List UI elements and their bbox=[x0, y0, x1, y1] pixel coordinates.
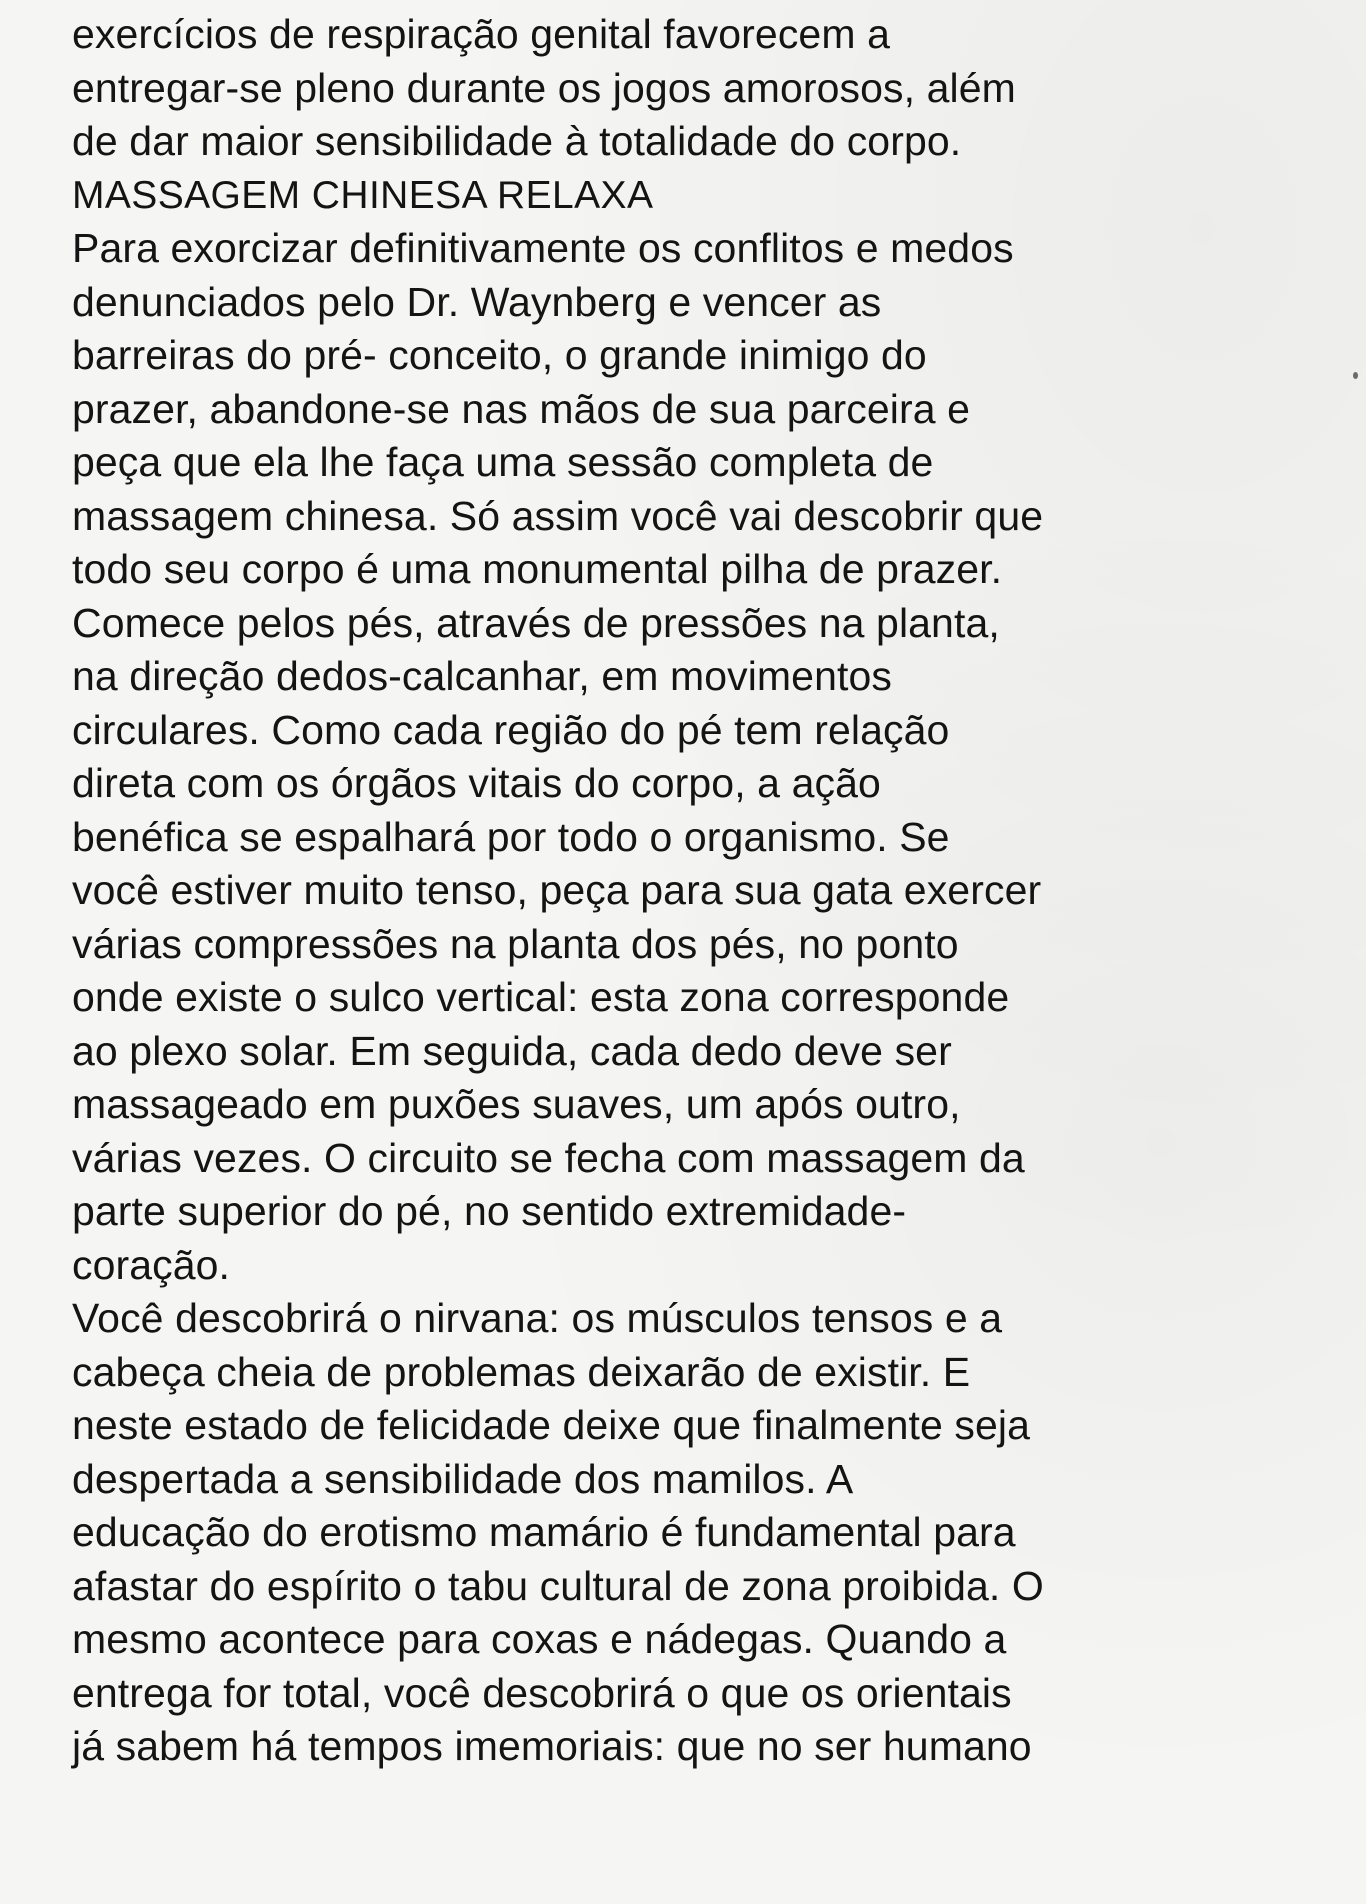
text-line: afastar do espírito o tabu cultural de zona proibida. O bbox=[72, 1562, 1044, 1609]
body-text bbox=[72, 8, 1302, 1774]
text-line: ao plexo solar. Em seguida, cada dedo deve ser bbox=[72, 1027, 952, 1074]
text-line: entrega for total, você descobrirá o que os orientais bbox=[72, 1669, 1012, 1716]
text-line: todo seu corpo é uma monumental pilha de prazer. bbox=[72, 546, 1003, 592]
text-line: Você descobrirá o nirvana: os músculos tensos e a bbox=[72, 1295, 1003, 1341]
text-line: educação do erotismo mamário é fundamental para bbox=[72, 1509, 1016, 1555]
text-line: onde existe o sulco vertical: esta zona corresponde bbox=[72, 974, 1010, 1020]
text-line: já sabem há tempos imemoriais: que no ser humano bbox=[72, 1723, 1032, 1769]
text-line: Para exorcizar definitivamente os conflitos e medos bbox=[72, 225, 1014, 271]
text-line: na direção dedos-calcanhar, em movimentos bbox=[72, 653, 892, 699]
text-line: circulares. Como cada região do pé tem relação bbox=[72, 706, 950, 753]
text-line: Comece pelos pés, através de pressões na planta, bbox=[72, 599, 1000, 646]
text-line: mesmo acontece para coxas e nádegas. Quando a bbox=[72, 1616, 1007, 1662]
text-line: cabeça cheia de problemas deixarão de existir. E bbox=[72, 1348, 971, 1395]
text-line: despertada a sensibilidade dos mamilos. A bbox=[72, 1455, 854, 1502]
scan-speck bbox=[1353, 372, 1358, 379]
text-line: entregar-se pleno durante os jogos amorosos, além bbox=[72, 64, 1016, 111]
text-line: você estiver muito tenso, peça para sua gata exercer bbox=[72, 867, 1042, 913]
text-line: massagem chinesa. Só assim você vai descobrir que bbox=[72, 492, 1044, 539]
text-line: várias compressões na planta dos pés, no ponto bbox=[72, 920, 959, 967]
text-line: parte superior do pé, no sentido extremidade- bbox=[72, 1188, 907, 1234]
section-heading: MASSAGEM CHINESA RELAXA bbox=[72, 173, 654, 217]
text-line: peça que ela lhe faça uma sessão completa de bbox=[72, 439, 934, 485]
text-line: direta com os órgãos vitais do corpo, a ação bbox=[72, 760, 881, 806]
text-line: de dar maior sensibilidade à totalidade do corpo. bbox=[72, 118, 962, 164]
text-line: barreiras do pré- conceito, o grande inimigo do bbox=[72, 332, 927, 378]
text-line: neste estado de felicidade deixe que finalmente seja bbox=[72, 1402, 1030, 1448]
text-line: várias vezes. O circuito se fecha com massagem da bbox=[72, 1134, 1025, 1181]
text-line: benéfica se espalhará por todo o organismo. Se bbox=[72, 813, 950, 860]
text-line: exercícios de respiração genital favorecem a bbox=[72, 11, 890, 57]
text-line: denunciados pelo Dr. Waynberg e vencer as bbox=[72, 278, 882, 325]
text-line: coração. bbox=[72, 1241, 231, 1288]
text-line: prazer, abandone-se nas mãos de sua parceira e bbox=[72, 385, 971, 432]
text-line: massageado em puxões suaves, um após outro, bbox=[72, 1081, 961, 1127]
